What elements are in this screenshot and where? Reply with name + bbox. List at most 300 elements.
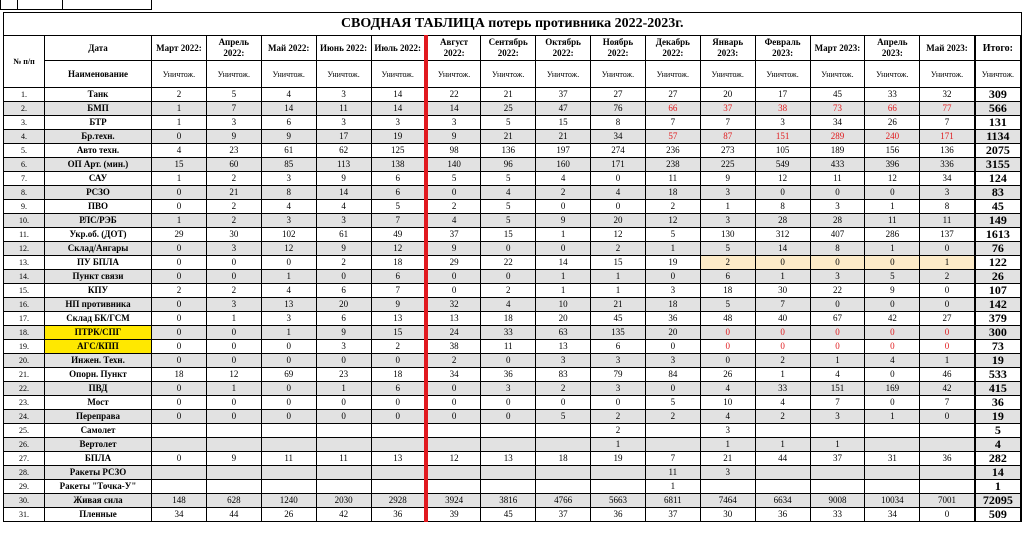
value-cell: 0 [755,326,810,340]
value-cell: 2 [645,410,700,424]
value-cell: 8 [591,116,646,130]
row-total: 2075 [975,144,1021,158]
value-cell: 9 [316,242,371,256]
value-cell: 23 [316,368,371,382]
value-cell: 34 [810,116,865,130]
value-cell: 0 [152,298,207,312]
value-cell: 2928 [371,494,426,508]
table-row [4,382,1022,396]
table-row [4,102,1022,116]
value-cell: 21 [700,452,755,466]
row-name: Самолет [45,424,152,438]
table-row [4,368,1022,382]
row-total: 3155 [975,158,1021,172]
table-row [4,88,1022,102]
row-number: 31. [4,508,45,522]
value-cell: 0 [152,354,207,368]
value-cell: 23 [206,144,261,158]
value-cell: 18 [645,298,700,312]
value-cell: 102 [261,228,316,242]
value-cell: 549 [755,158,810,172]
value-cell [591,466,646,480]
value-cell: 7 [920,116,975,130]
row-name: Вертолет [45,438,152,452]
value-cell: 33 [755,382,810,396]
value-cell: 0 [426,382,481,396]
row-number: 23. [4,396,45,410]
value-cell: 3 [371,116,426,130]
value-cell [371,466,426,480]
value-cell: 4 [261,88,316,102]
value-cell: 0 [865,186,920,200]
value-cell: 289 [810,130,865,144]
value-cell: 3 [810,270,865,284]
row-total: 379 [975,312,1021,326]
value-cell: 5 [536,410,591,424]
value-cell: 0 [645,382,700,396]
row-number: 30. [4,494,45,508]
value-cell [371,480,426,494]
value-cell: 34 [920,172,975,186]
value-cell: 0 [206,270,261,284]
value-cell: 12 [206,368,261,382]
value-cell: 79 [591,368,646,382]
value-cell: 171 [591,158,646,172]
value-cell: 40 [755,312,810,326]
row-total: 73 [975,340,1021,354]
row-name: ПВО [45,200,152,214]
value-cell: 10 [536,298,591,312]
value-cell: 33 [810,508,865,522]
row-total: 45 [975,200,1021,214]
value-cell [426,424,481,438]
value-cell [481,466,536,480]
value-cell: 24 [426,326,481,340]
value-cell: 2 [755,410,810,424]
value-cell: 1 [810,438,865,452]
row-total: 149 [975,214,1021,228]
value-cell: 38 [755,102,810,116]
value-cell: 14 [755,242,810,256]
value-cell: 160 [536,158,591,172]
row-total: 107 [975,284,1021,298]
value-cell: 0 [316,410,371,424]
value-cell: 0 [865,326,920,340]
value-cell: 21 [206,186,261,200]
value-cell: 151 [810,382,865,396]
header-destroyed: Уничтож. [316,61,371,88]
value-cell: 3 [316,214,371,228]
value-cell: 0 [316,270,371,284]
row-total: 509 [975,508,1021,522]
value-cell: 0 [261,340,316,354]
row-total: 1 [975,480,1021,494]
value-cell: 1 [206,312,261,326]
value-cell: 0 [426,410,481,424]
value-cell [152,438,207,452]
header-date: Дата [45,36,152,61]
value-cell: 13 [426,312,481,326]
value-cell: 2 [481,284,536,298]
row-total: 4 [975,438,1021,452]
row-number: 21. [4,368,45,382]
value-cell: 3 [810,410,865,424]
header-destroyed: Уничтож. [481,61,536,88]
row-number: 17. [4,312,45,326]
value-cell: 0 [426,284,481,298]
value-cell [920,438,975,452]
row-number: 14. [4,270,45,284]
value-cell: 30 [700,508,755,522]
row-name: Склад БК/ГСМ [45,312,152,326]
value-cell: 31 [865,452,920,466]
value-cell: 273 [700,144,755,158]
value-cell: 15 [591,256,646,270]
table-row [4,186,1022,200]
value-cell: 0 [810,256,865,270]
value-cell: 1 [152,116,207,130]
value-cell: 14 [316,186,371,200]
value-cell [920,466,975,480]
table-row [4,452,1022,466]
row-name: КПУ [45,284,152,298]
value-cell: 7 [920,396,975,410]
value-cell: 197 [536,144,591,158]
value-cell: 1 [645,242,700,256]
header-month: Сентябрь 2022: [481,36,536,61]
value-cell: 0 [810,340,865,354]
value-cell [865,438,920,452]
value-cell: 148 [152,494,207,508]
value-cell: 12 [371,242,426,256]
table-title: СВОДНАЯ ТАБЛИЦА потерь противника 2022-2023г. [4,13,1022,36]
value-cell: 0 [206,326,261,340]
table-row [4,424,1022,438]
value-cell [865,466,920,480]
value-cell: 5 [371,200,426,214]
value-cell: 1 [755,270,810,284]
value-cell: 18 [152,368,207,382]
row-number: 2. [4,102,45,116]
value-cell: 57 [645,130,700,144]
table-row [4,466,1022,480]
value-cell [206,480,261,494]
value-cell: 2 [591,424,646,438]
value-cell: 0 [700,354,755,368]
table-row [4,130,1022,144]
value-cell: 21 [591,298,646,312]
value-cell: 2 [152,88,207,102]
header-destroyed: Уничтож. [536,61,591,88]
value-cell: 0 [700,340,755,354]
value-cell: 45 [591,312,646,326]
value-cell: 32 [920,88,975,102]
table-row [4,172,1022,186]
value-cell: 20 [316,298,371,312]
value-cell: 0 [152,130,207,144]
row-number: 9. [4,200,45,214]
header-month: Февраль 2023: [755,36,810,61]
value-cell: 0 [206,340,261,354]
value-cell: 11 [645,172,700,186]
value-cell: 9 [316,326,371,340]
value-cell: 61 [261,144,316,158]
value-cell: 11 [316,102,371,116]
value-cell: 407 [810,228,865,242]
value-cell: 77 [920,102,975,116]
value-cell [316,424,371,438]
value-cell [700,480,755,494]
value-cell: 6 [371,186,426,200]
value-cell: 130 [700,228,755,242]
row-name: Пленные [45,508,152,522]
row-number: 7. [4,172,45,186]
value-cell: 34 [426,368,481,382]
row-number: 19. [4,340,45,354]
value-cell: 312 [755,228,810,242]
value-cell: 38 [426,340,481,354]
value-cell: 19 [645,256,700,270]
row-name: Склад/Ангары [45,242,152,256]
value-cell: 13 [481,452,536,466]
value-cell: 2 [152,284,207,298]
value-cell: 136 [481,144,536,158]
header-destroyed: Уничтож. [755,61,810,88]
value-cell: 11 [316,452,371,466]
header-destroyed: Уничтож. [865,61,920,88]
value-cell: 1 [920,256,975,270]
value-cell: 0 [645,340,700,354]
value-cell: 3 [700,424,755,438]
value-cell: 0 [371,410,426,424]
value-cell: 12 [755,172,810,186]
value-cell: 21 [481,130,536,144]
value-cell: 4 [810,368,865,382]
row-name: ПУ БПЛА [45,256,152,270]
value-cell: 83 [536,368,591,382]
value-cell: 36 [645,312,700,326]
value-cell: 0 [865,340,920,354]
summary-table [3,12,1022,522]
value-cell: 4 [755,396,810,410]
row-total: 309 [975,88,1021,102]
row-total: 5 [975,424,1021,438]
row-total: 26 [975,270,1021,284]
value-cell: 2 [426,354,481,368]
header-name: Наименование [45,61,152,88]
value-cell: 238 [645,158,700,172]
value-cell: 28 [810,214,865,228]
row-name: Укр.об. (ДОТ) [45,228,152,242]
value-cell: 0 [371,396,426,410]
value-cell: 4 [316,200,371,214]
value-cell: 11 [810,172,865,186]
value-cell: 15 [371,326,426,340]
value-cell: 1 [591,270,646,284]
value-cell: 17 [755,88,810,102]
table-row [4,270,1022,284]
header-month: Декабрь 2022: [645,36,700,61]
row-total: 1613 [975,228,1021,242]
value-cell: 3 [261,312,316,326]
row-name: Ракеты "Точка-У" [45,480,152,494]
row-number: 8. [4,186,45,200]
value-cell: 12 [865,172,920,186]
row-number: 29. [4,480,45,494]
value-cell: 2 [536,382,591,396]
summary-table-container [3,12,1022,522]
value-cell: 0 [920,410,975,424]
value-cell: 3 [206,298,261,312]
value-cell: 3 [645,284,700,298]
value-cell: 22 [810,284,865,298]
table-row [4,158,1022,172]
value-cell: 1 [536,284,591,298]
value-cell: 0 [536,242,591,256]
value-cell: 0 [371,354,426,368]
value-cell: 19 [371,130,426,144]
value-cell: 3 [810,200,865,214]
header-destroyed: Уничтож. [206,61,261,88]
value-cell: 2 [371,340,426,354]
value-cell: 0 [865,368,920,382]
value-cell: 42 [920,382,975,396]
value-cell: 4 [865,354,920,368]
value-cell: 2 [206,200,261,214]
value-cell: 136 [920,144,975,158]
header-destroyed: Уничтож. [810,61,865,88]
value-cell: 0 [206,396,261,410]
value-cell [810,466,865,480]
value-cell: 2030 [316,494,371,508]
row-number: 26. [4,438,45,452]
value-cell: 2 [591,242,646,256]
value-cell [536,438,591,452]
row-name: Пункт связи [45,270,152,284]
value-cell [920,480,975,494]
value-cell: 7 [645,452,700,466]
value-cell: 0 [152,410,207,424]
table-row [4,494,1022,508]
value-cell: 2 [591,410,646,424]
value-cell: 3 [316,88,371,102]
value-cell: 66 [645,102,700,116]
header-month: Август 2022: [426,36,481,61]
row-number: 6. [4,158,45,172]
value-cell: 3 [261,214,316,228]
value-cell: 0 [810,326,865,340]
value-cell: 9 [536,214,591,228]
row-total: 124 [975,172,1021,186]
value-cell [152,480,207,494]
value-cell: 1 [700,200,755,214]
value-cell: 0 [152,256,207,270]
value-cell: 274 [591,144,646,158]
value-cell: 0 [261,256,316,270]
value-cell: 1 [152,102,207,116]
value-cell: 12 [591,228,646,242]
value-cell: 8 [920,200,975,214]
value-cell: 2 [645,200,700,214]
value-cell: 0 [316,396,371,410]
value-cell: 36 [591,508,646,522]
value-cell: 2 [206,284,261,298]
value-cell: 7 [371,214,426,228]
value-cell: 3 [700,186,755,200]
value-cell: 0 [426,186,481,200]
value-cell: 21 [536,130,591,144]
value-cell: 20 [536,312,591,326]
value-cell: 11 [481,340,536,354]
value-cell: 14 [426,102,481,116]
value-cell: 29 [152,228,207,242]
value-cell: 9008 [810,494,865,508]
value-cell [755,480,810,494]
table-row [4,438,1022,452]
value-cell: 0 [152,340,207,354]
row-name: Танк [45,88,152,102]
value-cell: 27 [591,88,646,102]
value-cell: 67 [810,312,865,326]
value-cell: 7464 [700,494,755,508]
value-cell: 36 [755,508,810,522]
row-name: АГС/КПП [45,340,152,354]
value-cell: 0 [920,508,975,522]
value-cell: 44 [206,508,261,522]
value-cell: 1 [536,228,591,242]
value-cell: 4 [426,214,481,228]
value-cell: 84 [645,368,700,382]
value-cell: 33 [481,326,536,340]
value-cell: 8 [755,200,810,214]
value-cell: 433 [810,158,865,172]
value-cell: 48 [700,312,755,326]
value-cell: 5 [645,396,700,410]
value-cell: 156 [865,144,920,158]
value-cell [261,466,316,480]
row-number: 20. [4,354,45,368]
value-cell: 0 [426,396,481,410]
value-cell: 0 [152,452,207,466]
row-total: 131 [975,116,1021,130]
value-cell: 6 [591,340,646,354]
value-cell [426,480,481,494]
value-cell: 26 [261,508,316,522]
value-cell: 225 [700,158,755,172]
row-name: Живая сила [45,494,152,508]
table-row [4,200,1022,214]
row-number: 15. [4,284,45,298]
value-cell [810,480,865,494]
value-cell: 2 [206,214,261,228]
value-cell: 9 [426,130,481,144]
value-cell: 44 [755,452,810,466]
value-cell [371,424,426,438]
header-np: № п/п [4,36,45,88]
row-number: 18. [4,326,45,340]
value-cell: 628 [206,494,261,508]
value-cell: 3 [591,382,646,396]
row-number: 27. [4,452,45,466]
row-name: Инжен. Техн. [45,354,152,368]
value-cell: 6634 [755,494,810,508]
value-cell: 7 [645,116,700,130]
value-cell: 0 [755,256,810,270]
value-cell: 0 [152,312,207,326]
row-name: РСЗО [45,186,152,200]
table-row [4,410,1022,424]
value-cell [206,466,261,480]
